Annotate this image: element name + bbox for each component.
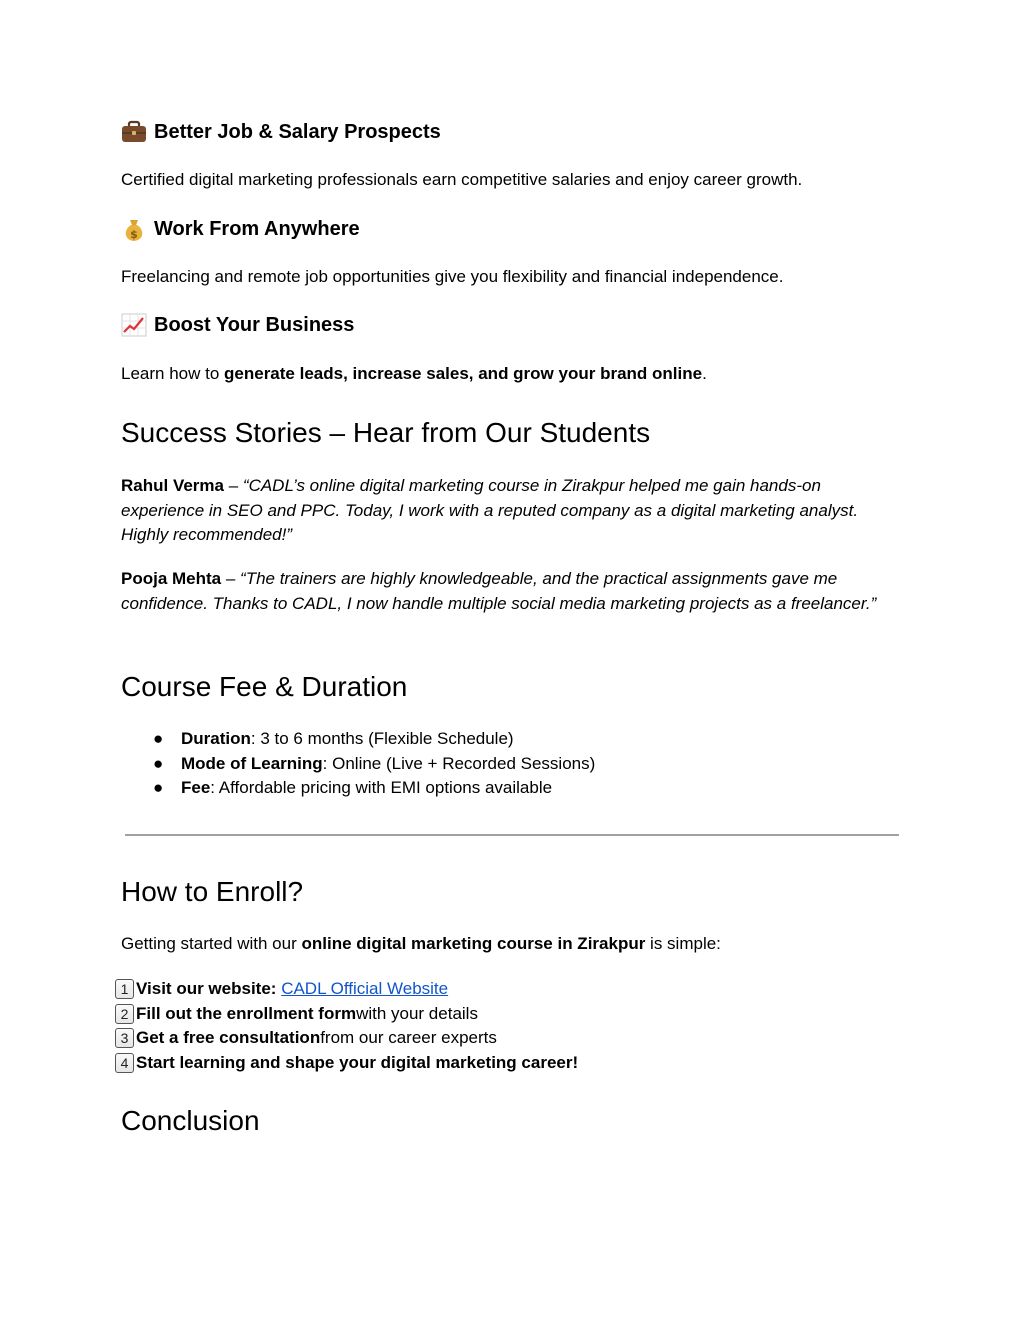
benefit-text [121,362,707,386]
keycap-number-icon: 1 [115,979,134,999]
enroll-step [115,1026,578,1051]
conclusion-heading: Conclusion [121,1105,260,1136]
benefit-title: Work From Anywhere [154,217,360,240]
svg-text:$: $ [130,228,138,241]
list-item [121,752,595,777]
benefit-heading-anywhere [121,217,360,241]
chart-increasing-icon [121,313,147,337]
step-bold: Start learning and shape your digital marketing career! [136,1052,579,1072]
course-heading: Course Fee & Duration [121,671,408,702]
testimonial-name: Pooja Mehta [121,569,222,588]
testimonial [121,474,901,548]
benefit-text: Freelancing and remote job opportunities give you flexibility and financial independence. [121,267,784,286]
keycap-number-icon: 3 [115,1028,134,1048]
benefit-text-bold: generate leads, increase sales, and grow your brand online [224,364,703,383]
course-details-list [121,727,595,801]
testimonial [121,567,901,616]
list-item-label: Duration [181,729,251,748]
enroll-step [115,1002,578,1027]
testimonial-separator: – [221,569,241,588]
list-item-label: Mode of Learning [181,753,323,773]
testimonial-name: Rahul Verma [121,476,224,495]
step-rest: from our career experts [320,1028,497,1047]
list-item [121,727,595,752]
step-bold: Fill out the enrollment form [136,1003,357,1023]
list-item-value: : Affordable pricing with EMI options available [210,778,553,797]
list-item-label: Fee [181,778,211,797]
enroll-heading: How to Enroll? [121,876,304,907]
list-item-value: : 3 to 6 months (Flexible Schedule) [250,729,514,748]
step-rest: with your details [356,1003,478,1023]
bullet: ● [153,753,164,773]
enroll-intro-suffix: is simple: [645,934,721,953]
enroll-step [115,1051,578,1076]
keycap-number-icon: 2 [115,1004,134,1024]
keycap-number-icon: 4 [115,1053,134,1073]
step-bold: Get a free consultation [136,1028,321,1047]
cadl-website-link[interactable]: CADL Official Website [281,979,449,998]
benefit-heading-salary [121,120,441,144]
money-bag-icon [121,217,147,241]
enroll-intro [121,932,721,956]
benefit-text-prefix: Learn how to [121,364,225,383]
bullet: ● [153,729,164,748]
list-item-value: : Online (Live + Recorded Sessions) [322,753,596,773]
briefcase-icon [121,120,147,144]
enroll-step [115,977,578,1002]
benefit-text-suffix: . [702,364,707,383]
list-item [121,776,595,801]
success-heading: Success Stories – Hear from Our Students [121,417,651,448]
bullet: ● [153,778,164,797]
benefit-text: Certified digital marketing professionals earn competitive salaries and enjoy career growth. [121,170,803,189]
enroll-intro-prefix: Getting started with our [121,934,302,953]
benefit-title: Better Job & Salary Prospects [154,120,441,143]
benefit-title: Boost Your Business [154,313,355,336]
horizontal-divider [125,834,899,836]
testimonial-quote: “CADL’s online digital marketing course in Zirakpur helped me gain hands-on experience in SEO and PPC. Today, I work with a reputed company as a digital marketing analyst. Highly recommended!” [121,476,859,544]
step-bold: Visit our website: [136,979,277,998]
enroll-intro-bold: online digital marketing course in Zirakpur [301,934,646,953]
testimonial-quote: “The trainers are highly knowledgeable, and the practical assignments gave me confidence. Thanks to CADL, I now handle multiple social media marketing projects as a freelancer.” [121,569,877,613]
enroll-steps [115,977,578,1075]
benefit-heading-business [121,313,354,337]
testimonial-separator: – [224,476,243,495]
